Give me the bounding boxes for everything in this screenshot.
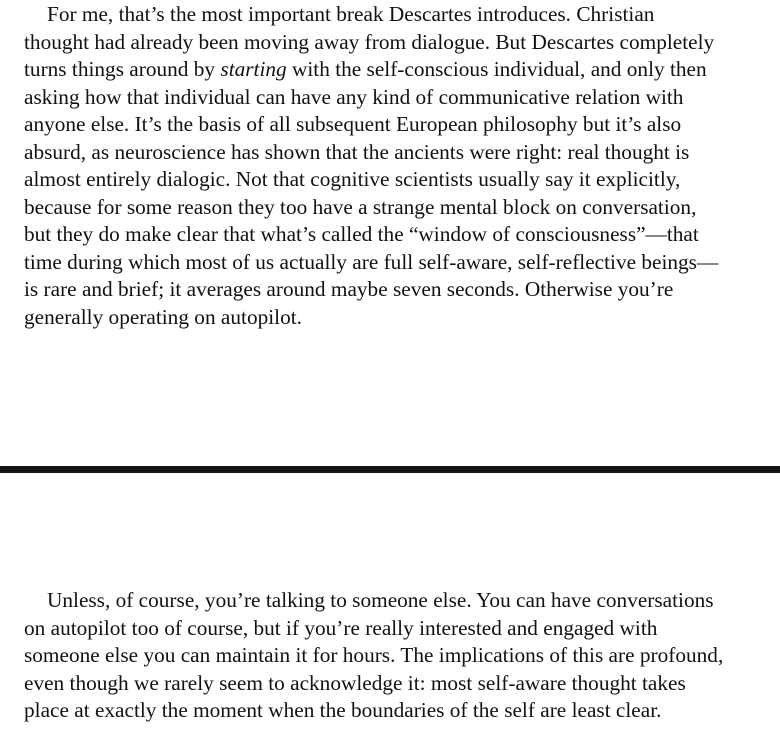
paragraph-text-start: For me, that’s the most important break Descartes introduces. Christian thought had already been moving away from dialogue. But Descartes completely turns things around by [24, 2, 715, 81]
page-divider [0, 466, 780, 473]
emphasized-word: starting [220, 57, 287, 81]
paragraph-text-end: with the self-conscious individual, and only then asking how that individual can have any kind of communicative relation with anyone else. It’s the basis of all subsequent European philosophy but it’s also absurd, as neuroscience has shown that the ancients were right: real thought is almost entirely dialogic. Not that cognitive scientists usually say it explicitly, because for some reason they too have a strange mental block on conversation, but they do make clear that what’s called the “window of consciousness”—that time during which most of us actually are full self-aware, self-reflective beings—is rare and brief; it averages around maybe seven seconds. Otherwise you’re generally operating on autopilot. [24, 57, 719, 329]
paragraph-descartes [24, 1, 724, 331]
paragraph-conversation: Unless, of course, you’re talking to someone else. You can have conversations on autopilot too of course, but if you’re really interested and engaged with someone else you can maintain it for hours. The implications of this are profound, even though we rarely seem to acknowledge it: most self-aware thought takes place at exactly the moment when the boundaries of the self are least clear. [24, 588, 724, 722]
